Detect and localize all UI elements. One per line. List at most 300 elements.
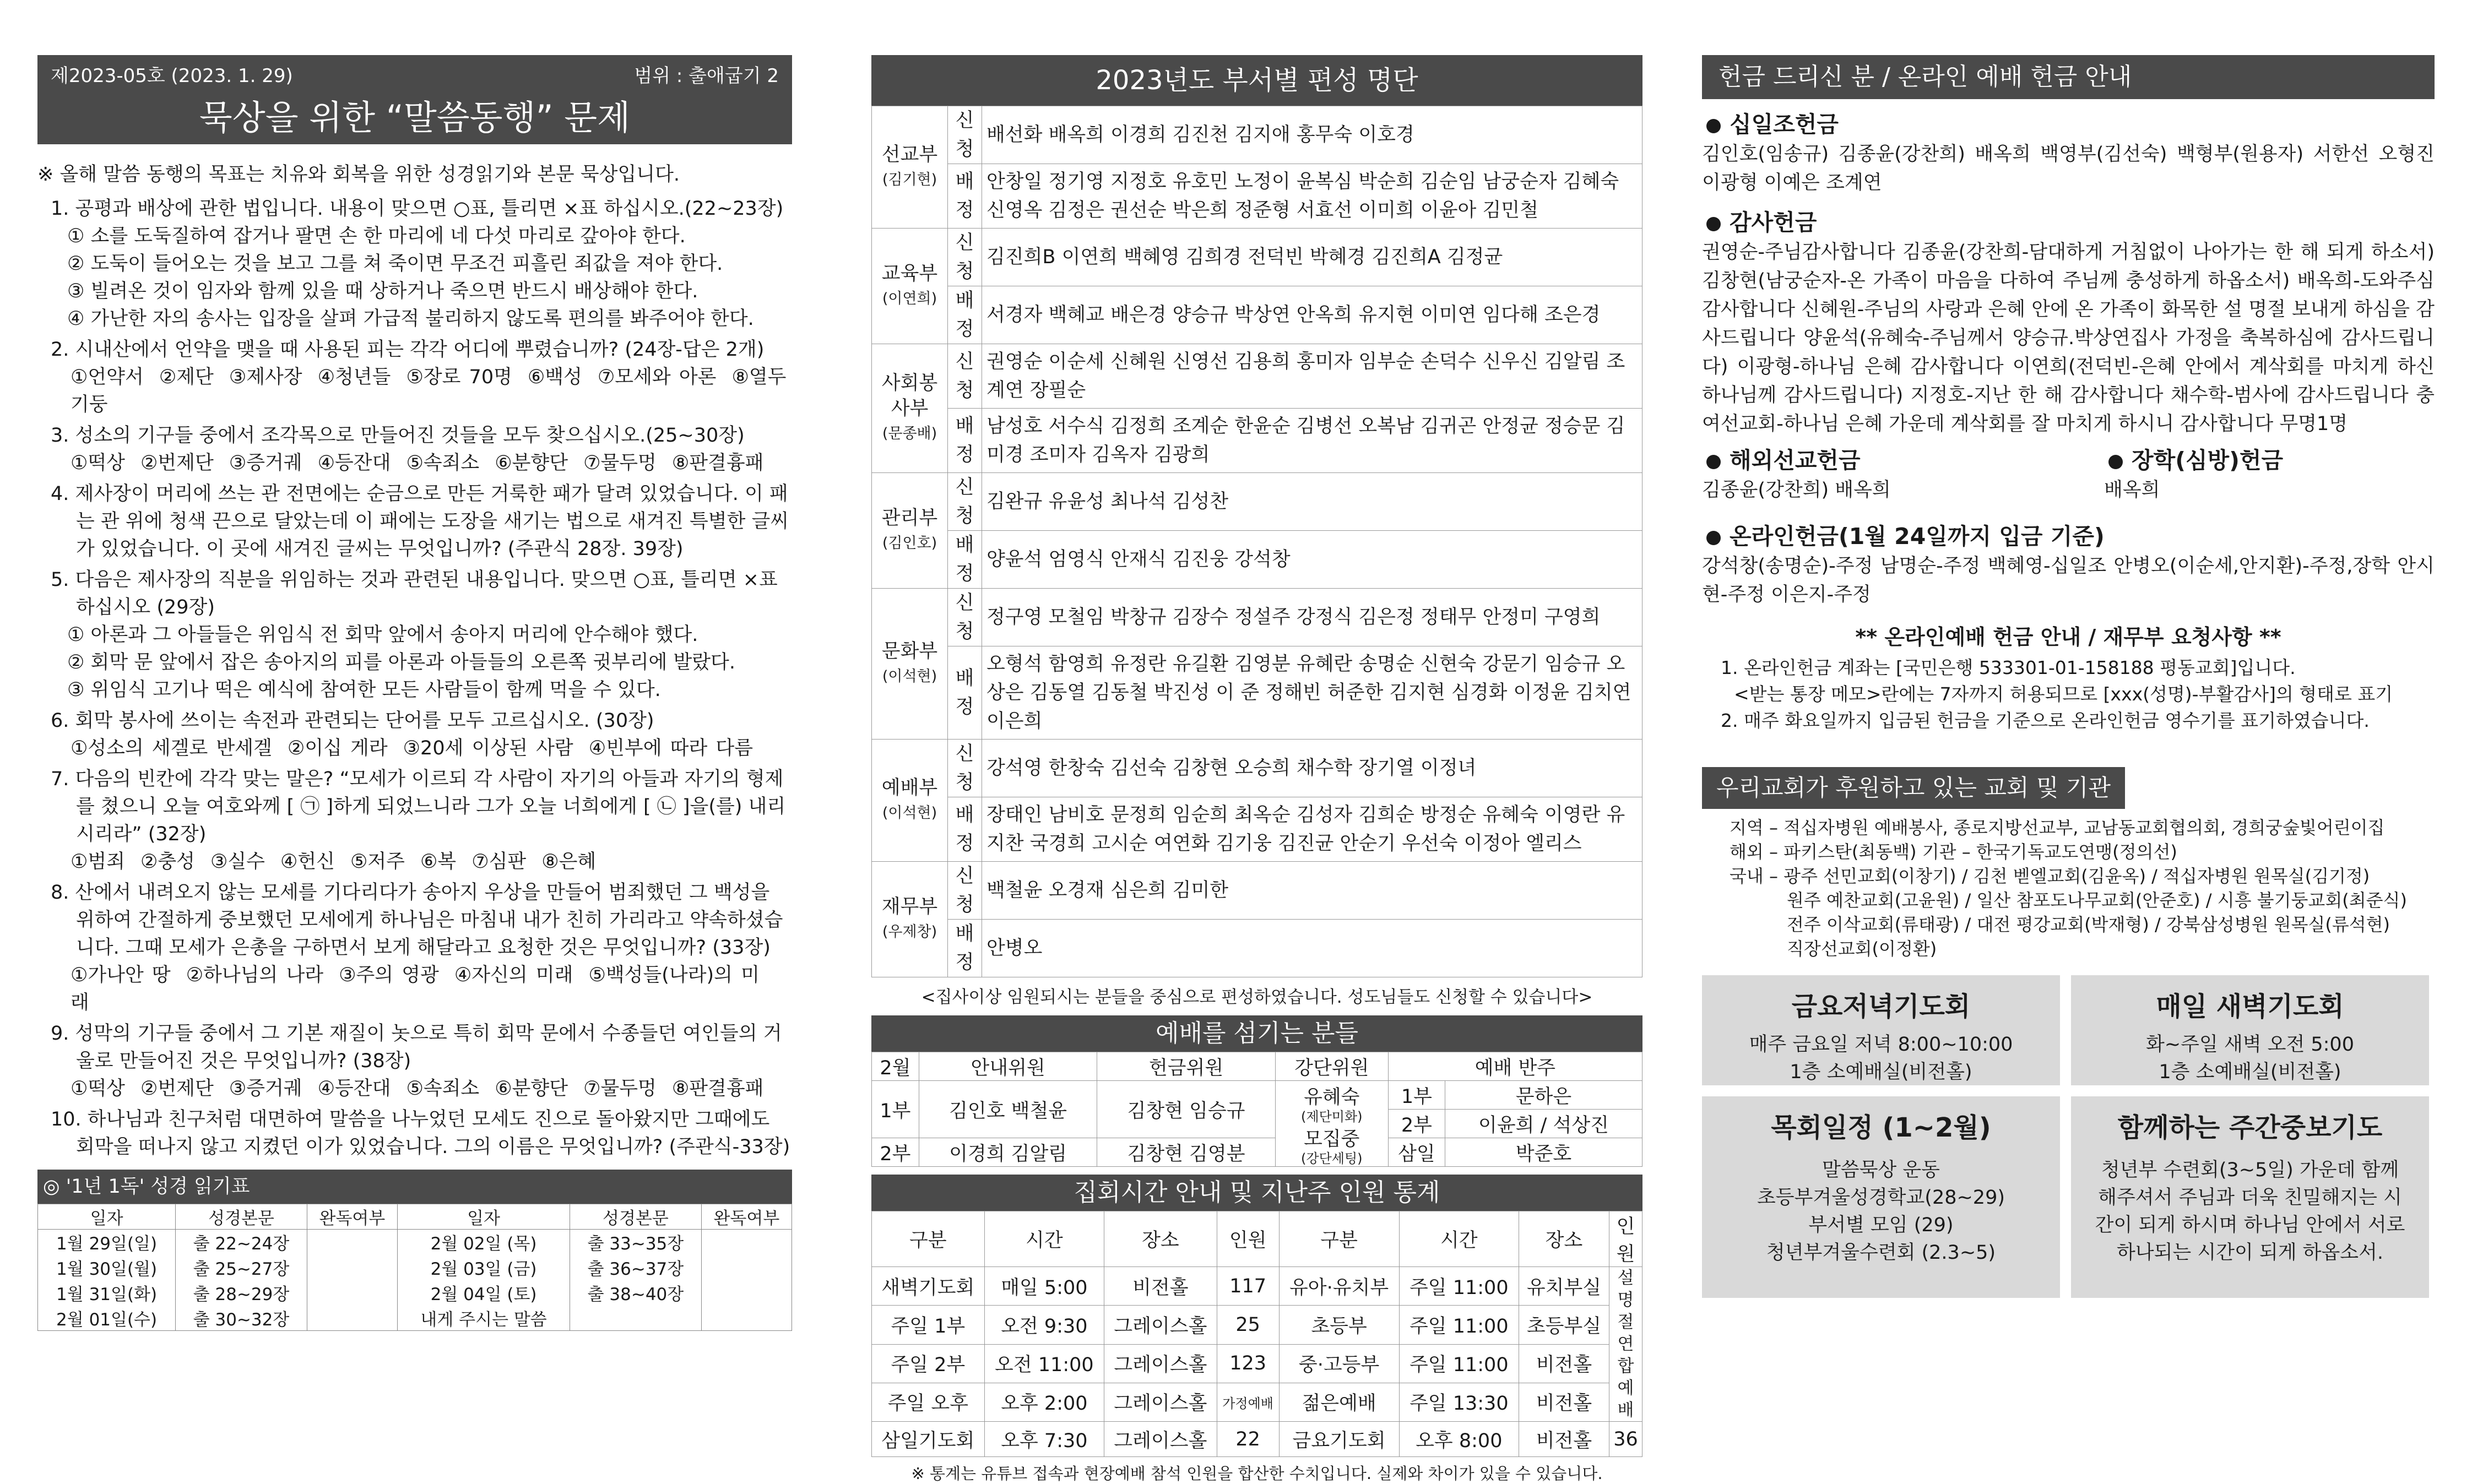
question-item bbox=[51, 422, 792, 477]
member-list: 양윤석 엄영식 안재식 김진웅 강석창 bbox=[982, 531, 1642, 589]
question-option: ①범죄 bbox=[71, 851, 125, 873]
question-option: ②충성 bbox=[140, 851, 195, 873]
stats-cell: 오후 2:00 bbox=[984, 1383, 1104, 1421]
question-option: ⑤속죄소 bbox=[406, 452, 480, 474]
scholar-title: 장학(심방)헌금 bbox=[2132, 447, 2284, 474]
schedule-boxes bbox=[1702, 975, 2435, 1273]
thanks-list: 권영순-주님감사합니다 김종윤(강찬희-담대하게 거침없이 나아가는 한 해 되게 하소서) 김창현(남궁순자-온 가족이 마음을 다하여 주님께 충성하게 하옵소서) 배옥희-도와주심 감사합니다 신혜원-주님의 사랑과 은혜 안에 온 가족이 화목한 설 명절 보내게 하심을 감사드립니다 양윤석(유혜숙-주님께서 양승규.박상연집사 가정을 축복하심에 감사드립니다) 이광형-하나님 은혜 감사합니다 이연희(전덕빈-은혜 안에서 계삭회를 마치게 하신 하나님께 감사드립니다) 지정호-지난 한 해 감사합니다 채수학-범사에 감사드립니다 충여선교회-하나님 은혜 가운데 계삭회를 잘 마치게 하시니 감사합니다 무명1명 bbox=[1702, 241, 2435, 435]
stats-cell: 가정예배 bbox=[1217, 1383, 1279, 1421]
department-label: 사회봉사부 bbox=[881, 372, 938, 420]
bullet-icon bbox=[1706, 531, 1721, 545]
thanks-heading bbox=[1702, 207, 2435, 238]
question-option: ③증거궤 bbox=[229, 1078, 302, 1100]
music-player: 문하은 bbox=[1445, 1081, 1642, 1110]
question-options bbox=[51, 848, 792, 876]
reading-row bbox=[38, 1255, 792, 1280]
department-leader: (우제창) bbox=[882, 923, 937, 941]
tithe-title: 십일조헌금 bbox=[1730, 111, 1839, 138]
member-list: 안병오 bbox=[982, 920, 1642, 977]
department-row bbox=[872, 646, 1642, 740]
stats-cell: 금요기도회 bbox=[1279, 1422, 1399, 1457]
department-name bbox=[872, 344, 948, 473]
reading-table-title: ◎ '1년 1독' 성경 읽기표 bbox=[37, 1170, 792, 1204]
pastor-title: 목회일정 (1~2월) bbox=[1771, 1112, 1991, 1143]
meditation-column bbox=[37, 55, 792, 1331]
support-line: 지역 – 적십자병원 예배봉사, 종로지방선교부, 교남동교회협의회, 경희궁숲빛어린이집 bbox=[1730, 817, 2385, 838]
servers-header: 2월 bbox=[872, 1052, 919, 1081]
department-note: <집사이상 임원되시는 분들을 중심으로 편성하였습니다. 성도님들도 신청할 수 있습니다> bbox=[921, 987, 1593, 1007]
stats-cell: 그레이스홀 bbox=[1104, 1383, 1217, 1421]
question-option: ⑤장로 70명 bbox=[406, 366, 512, 388]
question-option: ③실수 bbox=[210, 851, 265, 873]
reading-cell: 2월 04일 (토) bbox=[398, 1280, 570, 1306]
stats-cell: 새벽기도회 bbox=[872, 1267, 985, 1306]
department-row bbox=[872, 920, 1642, 977]
department-label: 관리부 bbox=[881, 507, 938, 529]
question-option: ④등잔대 bbox=[317, 452, 391, 474]
member-list: 안창일 정기영 지정호 유호민 노정이 윤복심 박순희 김순임 남궁순자 김혜숙 신영옥 김정은 권선순 박은희 정준형 서효선 이미희 이윤아 김민철 bbox=[982, 164, 1642, 229]
support-list bbox=[1702, 816, 2435, 961]
reading-row bbox=[38, 1280, 792, 1306]
question-text: 3. 성소의 기구들 중에서 조각목으로 만들어진 것들을 모두 찾으십시오.(25~30장) bbox=[51, 425, 745, 447]
music-service: 1부 bbox=[1388, 1081, 1445, 1110]
question-item bbox=[51, 707, 792, 762]
reading-row bbox=[38, 1230, 792, 1255]
question-options bbox=[51, 449, 792, 477]
stats-cell: 주일 13:30 bbox=[1399, 1383, 1519, 1421]
stats-cell: 유치부실 bbox=[1519, 1267, 1609, 1306]
reading-cell: 2월 03일 (금) bbox=[398, 1255, 570, 1280]
reading-cell bbox=[570, 1306, 702, 1331]
department-name bbox=[872, 862, 948, 977]
member-list: 서경자 백혜교 배은경 양승규 박상연 안옥희 유지현 이미연 임다해 조은경 bbox=[982, 286, 1642, 344]
question-options bbox=[51, 363, 792, 418]
altar-name: 모집중 bbox=[1304, 1128, 1360, 1150]
department-row bbox=[872, 164, 1642, 229]
reading-cell: 1월 30일(월) bbox=[38, 1255, 176, 1280]
stats-header: 장소 bbox=[1519, 1211, 1609, 1267]
question-options bbox=[51, 1075, 792, 1102]
department-row bbox=[872, 473, 1642, 531]
stats-header: 구분 bbox=[1279, 1211, 1399, 1267]
department-row bbox=[872, 344, 1642, 409]
dawn-prayer-box bbox=[2071, 975, 2429, 1085]
reading-header: 완독여부 bbox=[701, 1204, 792, 1230]
reading-header: 일자 bbox=[398, 1204, 570, 1230]
stats-cell: 22 bbox=[1217, 1422, 1279, 1457]
dawn-title: 매일 새벽기도회 bbox=[2156, 991, 2344, 1022]
usher-cell: 이경희 김알림 bbox=[919, 1138, 1097, 1167]
department-row bbox=[872, 797, 1642, 862]
question-option: ③주의 영광 bbox=[339, 964, 439, 986]
support-title: 우리교회가 후원하고 있는 교회 및 기관 bbox=[1702, 767, 2125, 809]
notice-block bbox=[1702, 655, 2435, 734]
stats-cell: 주일 11:00 bbox=[1399, 1267, 1519, 1306]
music-service: 삼일 bbox=[1388, 1138, 1445, 1167]
altar-note: (제단미화) bbox=[1301, 1108, 1363, 1124]
question-option: ①떡상 bbox=[71, 1078, 125, 1100]
intercession-box bbox=[2071, 1096, 2429, 1298]
scripture-range: 범위 : 출애굽기 2 bbox=[634, 65, 779, 87]
stats-header: 시간 bbox=[1399, 1211, 1519, 1267]
tithe-list: 김인호(임송규) 김종윤(강찬희) 배옥희 백영부(김선숙) 백형부(원용자) 서한선 오형진 이광형 이예은 조계연 bbox=[1702, 143, 2435, 194]
department-leader: (문종배) bbox=[882, 425, 937, 442]
question-option: ②하나님의 나라 bbox=[186, 964, 324, 986]
question-statement: ③ 위임식 고기나 떡은 예식에 참여한 모든 사람들이 함께 먹을 수 있다. bbox=[67, 679, 661, 701]
member-list: 강석영 한창숙 김선숙 김창현 오승희 채수학 장기열 이정녀 bbox=[982, 740, 1642, 797]
department-label: 예배부 bbox=[881, 776, 938, 799]
offering-column bbox=[1702, 55, 2435, 1273]
question-item bbox=[51, 336, 792, 418]
reading-cell: 출 33~35장 bbox=[570, 1230, 702, 1255]
question-item bbox=[51, 195, 792, 333]
dawn-line: 화~주일 새벽 오전 5:00 bbox=[2146, 1034, 2354, 1056]
pastor-line: 청년부겨울수련회 (2.3~5) bbox=[1766, 1242, 1996, 1264]
member-list: 배선화 배옥희 이경희 김진천 김지애 홍무숙 이호경 bbox=[982, 106, 1642, 164]
role-label: 배정 bbox=[948, 286, 982, 344]
role-label: 신청 bbox=[948, 589, 982, 646]
completion-cell[interactable] bbox=[307, 1280, 397, 1306]
question-list bbox=[37, 195, 792, 1161]
question-option: ⑧판결흉패 bbox=[671, 452, 764, 474]
mission-scholar-row bbox=[1702, 445, 2435, 511]
reading-cell: 1월 31일(화) bbox=[38, 1280, 176, 1306]
question-option: ⑦물두멍 bbox=[583, 452, 657, 474]
role-label: 신청 bbox=[948, 473, 982, 531]
stats-cell: 주일 오후 bbox=[872, 1383, 985, 1421]
department-name bbox=[872, 740, 948, 862]
reading-cell: 출 38~40장 bbox=[570, 1280, 702, 1306]
role-label: 신청 bbox=[948, 229, 982, 286]
stats-table bbox=[871, 1211, 1642, 1457]
question-option: ⑧판결흉패 bbox=[671, 1078, 764, 1100]
offering-cell: 김창현 김영분 bbox=[1097, 1138, 1275, 1167]
issue-number: 제2023-05호 (2023. 1. 29) bbox=[51, 65, 293, 87]
pastor-line: 초등부겨울성경학교(28~29) bbox=[1757, 1187, 2005, 1209]
reading-cell: 출 28~29장 bbox=[176, 1280, 307, 1306]
question-text: 10. 하나님과 친구처럼 대면하여 말씀을 나누었던 모세도 진으로 돌아왔지만 그때에도 회막을 떠나지 않고 지켰던 이가 있었습니다. 그의 이름은 무엇입니까? (주관식-33장) bbox=[51, 1108, 790, 1158]
member-list: 정구영 모철임 박창규 김장수 정설주 강정식 김은정 정태무 안정미 구영희 bbox=[982, 589, 1642, 646]
question-option: ③제사장 bbox=[229, 366, 302, 388]
music-player: 박준호 bbox=[1445, 1138, 1642, 1167]
mission-list: 김종윤(강찬희) 배옥희 bbox=[1702, 479, 1891, 501]
question-text: 4. 제사장이 머리에 쓰는 관 전면에는 순금으로 만든 거룩한 패가 달려 있었습니다. 이 패는 관 위에 청색 끈으로 달았는데 이 패에는 도장을 새기는 법으로 새겨진 특별한 글씨가 있었습니다. 이 곳에 새겨진 글씨는 무엇입니까? (주관식 28장. 39장) bbox=[51, 483, 789, 560]
mission-heading bbox=[1702, 445, 1891, 476]
stats-cell: 주일 11:00 bbox=[1399, 1306, 1519, 1344]
stats-cell: 비전홀 bbox=[1519, 1344, 1609, 1383]
question-item bbox=[51, 480, 792, 563]
friday-line: 1층 소예배실(비전홀) bbox=[1790, 1061, 1972, 1083]
altar-name: 유혜숙 bbox=[1304, 1086, 1360, 1108]
servers-header: 안내위원 bbox=[919, 1052, 1097, 1081]
pastor-line: 부서별 모임 (29) bbox=[1808, 1214, 1954, 1236]
reading-cell: 1월 29일(일) bbox=[38, 1230, 176, 1255]
servers-title: 예배를 섬기는 분들 bbox=[871, 1015, 1642, 1052]
dawn-line: 1층 소예배실(비전홀) bbox=[2159, 1061, 2341, 1083]
stats-cell: 주일 2부 bbox=[872, 1344, 985, 1383]
question-text: 6. 회막 봉사에 쓰이는 속전과 관련되는 단어를 모두 고르십시오. (30장) bbox=[51, 710, 654, 732]
department-column bbox=[871, 55, 1642, 1484]
department-name bbox=[872, 106, 948, 229]
question-option: ④빈부에 따라 다름 bbox=[588, 737, 753, 759]
stats-cell: 123 bbox=[1217, 1344, 1279, 1383]
question-option: ⑦물두멍 bbox=[583, 1078, 657, 1100]
stats-cell: 117 bbox=[1217, 1267, 1279, 1306]
servers-header: 예배 반주 bbox=[1388, 1052, 1642, 1081]
meditation-header bbox=[37, 55, 792, 144]
question-item bbox=[51, 566, 792, 704]
department-row bbox=[872, 286, 1642, 344]
reading-cell: 2월 01일(수) bbox=[38, 1306, 176, 1331]
question-options bbox=[51, 961, 792, 1016]
reading-header: 일자 bbox=[38, 1204, 176, 1230]
department-row bbox=[872, 740, 1642, 797]
department-row bbox=[872, 589, 1642, 646]
question-option: ⑥백성 bbox=[527, 366, 582, 388]
role-label: 배정 bbox=[948, 646, 982, 740]
department-name bbox=[872, 229, 948, 344]
member-list: 백철윤 오경재 심은희 김미한 bbox=[982, 862, 1642, 920]
stats-cell: 초등부실 bbox=[1519, 1306, 1609, 1344]
reading-table bbox=[37, 1204, 792, 1331]
stats-cell: 중·고등부 bbox=[1279, 1344, 1399, 1383]
stats-cell: 유아·유치부 bbox=[1279, 1267, 1399, 1306]
stats-header: 시간 bbox=[984, 1211, 1104, 1267]
stats-cell: 그레이스홀 bbox=[1104, 1422, 1217, 1457]
completion-cell[interactable] bbox=[701, 1230, 792, 1255]
meditation-title: 묵상을 위한 “말씀동행” 문제 bbox=[199, 97, 631, 138]
question-option: ①가나안 땅 bbox=[71, 964, 171, 986]
completion-cell[interactable] bbox=[701, 1306, 792, 1331]
friday-title: 금요저녁기도회 bbox=[1791, 991, 1971, 1022]
notice-line: 2. 매주 화요일까지 입금된 헌금을 기준으로 온라인헌금 영수기를 표기하였습니다. bbox=[1721, 710, 2370, 731]
question-item bbox=[51, 1106, 792, 1161]
servers-header: 강단위원 bbox=[1275, 1052, 1388, 1081]
reading-cell: 내게 주시는 말씀 bbox=[398, 1306, 570, 1331]
support-line: 해외 – 파키스탄(최동백) 기관 – 한국기독교도연맹(정의선) bbox=[1730, 841, 2177, 862]
department-row bbox=[872, 409, 1642, 473]
music-player: 이윤희 / 석상진 bbox=[1445, 1110, 1642, 1138]
department-row bbox=[872, 106, 1642, 164]
support-line: 전주 이삭교회(류태광) / 대전 평강교회(박재형) / 강북삼성병원 원목실(류석현) bbox=[1787, 914, 2390, 935]
altar-note: (강단세팅) bbox=[1301, 1150, 1363, 1166]
department-label: 교육부 bbox=[881, 262, 938, 285]
department-name bbox=[872, 473, 948, 589]
prayer-text: 청년부 수련회(3~5일) 가운데 함께 해주셔서 주님과 더욱 친밀해지는 시간이 되게 하시며 하나님 안에서 서로 하나되는 시간이 되게 하옵소서. bbox=[2095, 1159, 2405, 1264]
online-list: 강석창(송명순)-주정 남명순-주정 백혜영-십일조 안병오(이순세,안지환)-주정,장학 안시현-주정 이은지-주정 bbox=[1702, 555, 2435, 606]
online-title: 온라인헌금(1월 24일까지 입금 기준) bbox=[1730, 523, 2105, 550]
question-option: ⑦심판 bbox=[471, 851, 527, 873]
question-option: ②번제단 bbox=[140, 452, 214, 474]
department-name bbox=[872, 589, 948, 740]
reading-row bbox=[38, 1306, 792, 1331]
question-text: 2. 시내산에서 언약을 맺을 때 사용된 피는 각각 어디에 뿌렸습니까? (24장-답은 2개) bbox=[51, 339, 765, 361]
member-list: 장태인 남비호 문정희 임순희 최옥순 김성자 김희순 방정순 유혜숙 이영란 유지찬 국경희 고시순 여연화 김기웅 김진균 안순기 우선숙 이정아 엘리스 bbox=[982, 797, 1642, 862]
member-list: 남성호 서수식 김정희 조계순 한윤순 김병선 오복남 김귀곤 안정균 정승문 김미경 조미자 김옥자 김광희 bbox=[982, 409, 1642, 473]
question-text: 8. 산에서 내려오지 않는 모세를 기다리다가 송아지 우상을 만들어 범죄했던 그 백성을 위하여 간절하게 중보했던 모세에게 하나님은 마침내 내가 친히 가리라고 약속하셨습니다. 그때 모세가 은총을 구하면서 보게 해달라고 요청한 것은 무엇입니까? (33장) bbox=[51, 882, 783, 959]
notice-line: <받는 통장 메모>란에는 7자까지 허용되므로 [xxx(성명)-부활감사]의 형태로 표기 bbox=[1734, 683, 2393, 705]
question-option: ⑤저주 bbox=[350, 851, 405, 873]
question-item bbox=[51, 879, 792, 1016]
completion-cell[interactable] bbox=[701, 1280, 792, 1306]
question-option: ④청년들 bbox=[317, 366, 391, 388]
stats-cell: 25 bbox=[1217, 1306, 1279, 1344]
stats-header: 장소 bbox=[1104, 1211, 1217, 1267]
tithe-heading bbox=[1702, 109, 2435, 140]
stats-note: ※ 통계는 유튜브 접속과 현장예배 참석 인원을 합산한 수치입니다. 실제와 차이가 있을 수 있습니다. bbox=[911, 1464, 1603, 1483]
question-option: ①떡상 bbox=[71, 452, 125, 474]
member-list: 오형석 함영희 유정란 유길환 김영분 유혜란 송명순 신현숙 강문기 임승규 오상은 김동열 김동철 박진성 이 준 정해빈 허준한 김지현 심경화 이정윤 김치연 이은희 bbox=[982, 646, 1642, 740]
department-label: 문화부 bbox=[881, 640, 938, 662]
scholar-heading bbox=[2104, 445, 2283, 476]
question-options bbox=[51, 735, 792, 762]
stats-header: 구분 bbox=[872, 1211, 985, 1267]
stats-title: 집회시간 안내 및 지난주 인원 통계 bbox=[871, 1175, 1642, 1211]
question-option: ⑥복 bbox=[420, 851, 457, 873]
notice-title: ** 온라인예배 헌금 안내 / 재무부 요청사항 ** bbox=[1855, 625, 2281, 649]
question-text: 5. 다음은 제사장의 직분을 위임하는 것과 관련된 내용입니다. 맞으면 ○표, 틀리면 ×표 하십시오 (29장) bbox=[51, 569, 778, 618]
stats-cell: 오후 8:00 bbox=[1399, 1422, 1519, 1457]
stats-cell: 비전홀 bbox=[1519, 1383, 1609, 1421]
role-label: 신청 bbox=[948, 106, 982, 164]
stats-cell: 매일 5:00 bbox=[984, 1267, 1104, 1306]
question-option: ②번제단 bbox=[140, 1078, 214, 1100]
department-leader: (김인호) bbox=[882, 534, 937, 552]
week-label: 2부 bbox=[872, 1138, 919, 1167]
bullet-icon bbox=[1706, 119, 1721, 133]
member-list: 김완규 유윤성 최나석 김성찬 bbox=[982, 473, 1642, 531]
stats-cell: 비전홀 bbox=[1104, 1267, 1217, 1306]
pastor-line: 말씀묵상 운동 bbox=[1822, 1159, 1940, 1181]
question-option: ④등잔대 bbox=[317, 1078, 391, 1100]
question-option: ①언약서 bbox=[71, 366, 144, 388]
reading-cell: 출 25~27장 bbox=[176, 1255, 307, 1280]
department-leader: (이석현) bbox=[882, 667, 937, 685]
stats-cell: 그레이스홀 bbox=[1104, 1344, 1217, 1383]
department-leader: (김기현) bbox=[882, 171, 937, 188]
merged-label: 설명절연합예배 bbox=[1609, 1267, 1642, 1422]
stats-cell: 36 bbox=[1609, 1422, 1642, 1457]
question-option: ②제단 bbox=[159, 366, 214, 388]
question-option: ④헌신 bbox=[280, 851, 335, 873]
question-option: ③20세 이상된 사람 bbox=[403, 737, 573, 759]
reading-cell: 출 36~37장 bbox=[570, 1255, 702, 1280]
stats-cell: 젊은예배 bbox=[1279, 1383, 1399, 1421]
role-label: 신청 bbox=[948, 344, 982, 409]
question-option: ⑤속죄소 bbox=[406, 1078, 480, 1100]
reading-header: 성경본문 bbox=[570, 1204, 702, 1230]
mission-title: 해외선교헌금 bbox=[1730, 447, 1861, 474]
support-line: 원주 예찬교회(고윤원) / 일산 참포도나무교회(안준호) / 시흥 불기둥교회(최준식) bbox=[1787, 890, 2407, 911]
altar-cell bbox=[1275, 1081, 1388, 1167]
question-statement: ③ 빌려온 것이 임자와 함께 있을 때 상하거나 죽으면 반드시 배상해야 한다. bbox=[67, 280, 698, 302]
question-option: ⑥분향단 bbox=[495, 1078, 568, 1100]
friday-line: 매주 금요일 저녁 8:00~10:00 bbox=[1749, 1034, 2013, 1056]
bullet-icon bbox=[2108, 455, 2123, 469]
completion-cell[interactable] bbox=[701, 1255, 792, 1280]
role-label: 배정 bbox=[948, 164, 982, 229]
friday-prayer-box bbox=[1702, 975, 2060, 1085]
role-label: 배정 bbox=[948, 409, 982, 473]
stats-header: 인원 bbox=[1609, 1211, 1642, 1267]
stats-cell: 비전홀 bbox=[1519, 1422, 1609, 1457]
question-text: 1. 공평과 배상에 관한 법입니다. 내용이 맞으면 ○표, 틀리면 ×표 하십시오.(22~23장) bbox=[51, 198, 784, 220]
question-text: 9. 성막의 기구들 중에서 그 기본 재질이 놋으로 특히 회막 문에서 수종들던 여인들의 거울로 만들어진 것은 무엇입니까? (38장) bbox=[51, 1023, 782, 1072]
question-text: 7. 다음의 빈칸에 각각 맞는 말은? “모세가 이르되 각 사람이 자기의 아들과 자기의 형제를 쳤으니 오늘 여호와께 [ ㉠ ]하게 되었느니라 그가 오늘 너희에게 [ ㉡ ]을(를) 내리시리라” (32장) bbox=[51, 768, 786, 845]
stats-cell: 삼일기도회 bbox=[872, 1422, 985, 1457]
stats-cell: 초등부 bbox=[1279, 1306, 1399, 1344]
role-label: 배정 bbox=[948, 531, 982, 589]
question-item bbox=[51, 765, 792, 876]
question-item bbox=[51, 1020, 792, 1102]
pastor-schedule-box bbox=[1702, 1096, 2060, 1298]
question-statement: ① 아론과 그 아들들은 위임식 전 회막 앞에서 송아지 머리에 안수해야 했다. bbox=[67, 624, 698, 646]
servers-table bbox=[871, 1052, 1642, 1167]
scholar-list: 배옥희 bbox=[2104, 479, 2160, 501]
stats-header: 인원 bbox=[1217, 1211, 1279, 1267]
support-line: 국내 – 광주 선민교회(이창기) / 김천 벧엘교회(김윤옥) / 적십자병원 원목실(김기정) bbox=[1730, 866, 2370, 887]
bullet-icon bbox=[1706, 217, 1721, 231]
offering-cell: 김창현 임승규 bbox=[1097, 1081, 1275, 1138]
reading-cell: 2월 02일 (목) bbox=[398, 1230, 570, 1255]
completion-cell[interactable] bbox=[307, 1306, 397, 1331]
completion-cell[interactable] bbox=[307, 1230, 397, 1255]
stats-cell: 오전 11:00 bbox=[984, 1344, 1104, 1383]
department-leader: (이연희) bbox=[882, 290, 937, 307]
prayer-title: 함께하는 주간중보기도 bbox=[2117, 1112, 2383, 1143]
bullet-icon bbox=[1706, 455, 1721, 469]
completion-cell[interactable] bbox=[307, 1255, 397, 1280]
notice-line: 1. 온라인헌금 계좌는 [국민은행 533301-01-158188 평동교회]입니다. bbox=[1721, 657, 2296, 678]
question-statement: ① 소를 도둑질하여 잡거나 팔면 손 한 마리에 네 다섯 마리로 갚아야 한다. bbox=[67, 225, 686, 247]
reading-cell: 출 22~24장 bbox=[176, 1230, 307, 1255]
role-label: 신청 bbox=[948, 862, 982, 920]
music-service: 2부 bbox=[1388, 1110, 1445, 1138]
usher-cell: 김인호 백철윤 bbox=[919, 1081, 1097, 1138]
offering-title: 헌금 드리신 분 / 온라인 예배 헌금 안내 bbox=[1702, 55, 2435, 99]
role-label: 배정 bbox=[948, 920, 982, 977]
department-leader: (이석현) bbox=[882, 804, 937, 822]
question-statement: ② 도둑이 들어오는 것을 보고 그를 쳐 죽이면 무조건 피흘린 죄값을 져야 한다. bbox=[67, 253, 723, 275]
question-option: ③증거궤 bbox=[229, 452, 302, 474]
thanks-title: 감사헌금 bbox=[1730, 209, 1817, 236]
question-option: ⑦모세와 아론 bbox=[597, 366, 717, 388]
question-option: ①성소의 세겔로 반세겔 bbox=[71, 737, 272, 759]
stats-cell: 오후 7:30 bbox=[984, 1422, 1104, 1457]
department-row bbox=[872, 862, 1642, 920]
question-option: ⑧은혜 bbox=[541, 851, 597, 873]
support-line: 직장선교회(이정환) bbox=[1787, 938, 1937, 959]
meditation-intro: ※ 올해 말씀 동행의 목표는 치유와 회복을 위한 성경읽기와 본문 묵상입니다. bbox=[37, 164, 680, 186]
reading-header: 완독여부 bbox=[307, 1204, 397, 1230]
question-option: ⑧열두 기둥 bbox=[71, 366, 787, 416]
question-option: ⑤백성들(나라)의 미래 bbox=[71, 964, 760, 1014]
week-label: 1부 bbox=[872, 1081, 919, 1138]
question-statement: ② 회막 문 앞에서 잡은 송아지의 피를 아론과 아들들의 오른쪽 귓부리에 발랐다. bbox=[67, 651, 735, 673]
reading-header: 성경본문 bbox=[176, 1204, 307, 1230]
role-label: 신청 bbox=[948, 740, 982, 797]
department-label: 재무부 bbox=[881, 895, 938, 918]
role-label: 배정 bbox=[948, 797, 982, 862]
servers-header: 헌금위원 bbox=[1097, 1052, 1275, 1081]
department-row bbox=[872, 531, 1642, 589]
stats-cell: 오전 9:30 bbox=[984, 1306, 1104, 1344]
member-list: 김진희B 이연희 백혜영 김희경 전덕빈 박혜경 김진희A 김정균 bbox=[982, 229, 1642, 286]
online-heading bbox=[1702, 521, 2435, 552]
department-label: 선교부 bbox=[881, 143, 938, 166]
department-row bbox=[872, 229, 1642, 286]
department-title: 2023년도 부서별 편성 명단 bbox=[871, 55, 1642, 106]
